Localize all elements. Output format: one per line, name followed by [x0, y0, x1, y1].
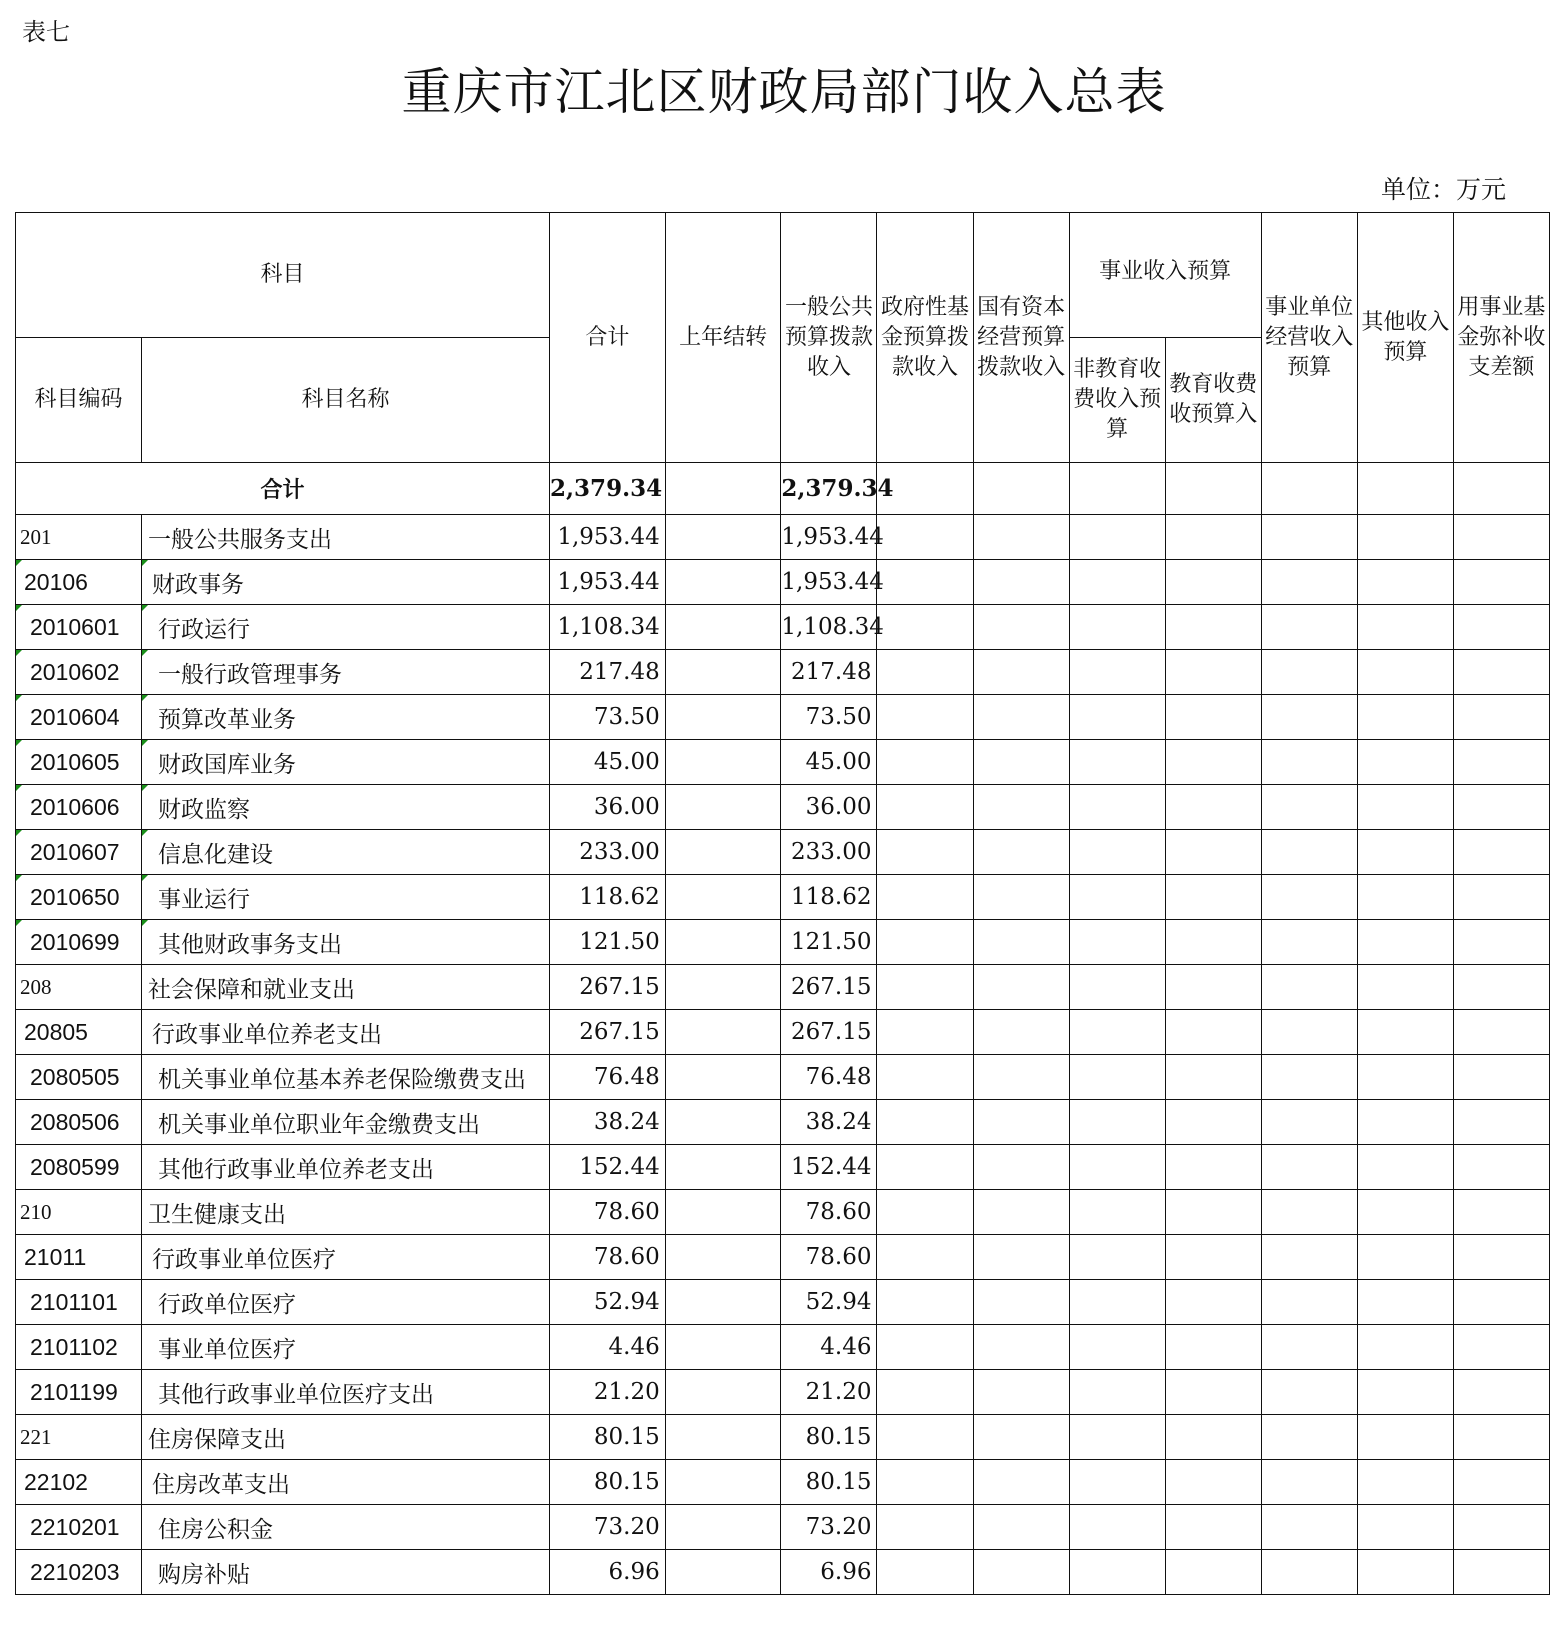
row-name: 其他行政事业单位医疗支出 [142, 1370, 550, 1415]
header-general-budget: 一般公共预算拨款收入 [781, 213, 877, 463]
header-other-income: 其他收入预算 [1357, 213, 1453, 463]
table-row [16, 830, 1550, 875]
row-name: 社会保障和就业支出 [142, 965, 550, 1010]
row-code: 2210201 [16, 1505, 142, 1550]
row-total: 6.96 [550, 1550, 666, 1595]
row-name: 卫生健康支出 [142, 1190, 550, 1235]
row-name: 行政运行 [142, 605, 550, 650]
row-total: 52.94 [550, 1280, 666, 1325]
row-code: 20805 [16, 1010, 142, 1055]
row-name: 机关事业单位职业年金缴费支出 [142, 1100, 550, 1145]
row-name: 住房公积金 [142, 1505, 550, 1550]
row-name: 购房补贴 [142, 1550, 550, 1595]
table-row [16, 920, 1550, 965]
row-name: 住房保障支出 [142, 1415, 550, 1460]
row-total: 36.00 [550, 785, 666, 830]
row-general: 78.60 [781, 1190, 877, 1235]
row-code: 2010606 [16, 785, 142, 830]
row-name: 机关事业单位基本养老保险缴费支出 [142, 1055, 550, 1100]
header-operating-income: 事业单位经营收入预算 [1261, 213, 1357, 463]
header-total: 合计 [550, 213, 666, 463]
table-row [16, 785, 1550, 830]
table-row [16, 740, 1550, 785]
row-code: 2101101 [16, 1280, 142, 1325]
row-general: 36.00 [781, 785, 877, 830]
row-total: 21.20 [550, 1370, 666, 1415]
table-row [16, 965, 1550, 1010]
revenue-table [15, 212, 1550, 1595]
row-code: 208 [16, 965, 142, 1010]
table-row [16, 1145, 1550, 1190]
row-code: 2010605 [16, 740, 142, 785]
row-total: 1,108.34 [550, 605, 666, 650]
header-non-edu-fee: 非教育收费收入预算 [1069, 338, 1165, 463]
header-code: 科目编码 [16, 338, 142, 463]
row-total: 80.15 [550, 1460, 666, 1505]
page-title: 重庆市江北区财政局部门收入总表 [401, 63, 1167, 121]
row-name: 其他行政事业单位养老支出 [142, 1145, 550, 1190]
header-state-capital: 国有资本经营预算拨款收入 [973, 213, 1069, 463]
row-total: 267.15 [550, 1010, 666, 1055]
table-row [16, 560, 1550, 605]
row-code: 2010699 [16, 920, 142, 965]
table-row [16, 1460, 1550, 1505]
row-total: 118.62 [550, 875, 666, 920]
row-general: 267.15 [781, 1010, 877, 1055]
row-general: 233.00 [781, 830, 877, 875]
row-code: 2010607 [16, 830, 142, 875]
row-general: 45.00 [781, 740, 877, 785]
row-total: 38.24 [550, 1100, 666, 1145]
row-general: 267.15 [781, 965, 877, 1010]
row-name: 一般行政管理事务 [142, 650, 550, 695]
table-row [16, 515, 1550, 560]
row-code: 2010602 [16, 650, 142, 695]
table-tag: 表七 [22, 18, 70, 46]
header-edu-fee: 教育收费收预算入 [1165, 338, 1261, 463]
row-code: 2080506 [16, 1100, 142, 1145]
table-row [16, 1055, 1550, 1100]
header-subject: 科目 [16, 213, 550, 338]
row-general: 21.20 [781, 1370, 877, 1415]
header-gov-fund: 政府性基金预算拨款收入 [877, 213, 973, 463]
table-row [16, 605, 1550, 650]
row-code: 210 [16, 1190, 142, 1235]
row-code: 2080599 [16, 1145, 142, 1190]
row-code: 2010601 [16, 605, 142, 650]
row-code: 2101199 [16, 1370, 142, 1415]
row-total: 45.00 [550, 740, 666, 785]
table-row [16, 1235, 1550, 1280]
row-code: 21011 [16, 1235, 142, 1280]
row-name: 预算改革业务 [142, 695, 550, 740]
row-general: 1,108.34 [781, 605, 877, 650]
row-name: 信息化建设 [142, 830, 550, 875]
row-general: 6.96 [781, 1550, 877, 1595]
row-total: 78.60 [550, 1235, 666, 1280]
row-total: 76.48 [550, 1055, 666, 1100]
row-total: 73.50 [550, 695, 666, 740]
row-name: 行政事业单位养老支出 [142, 1010, 550, 1055]
row-code: 2080505 [16, 1055, 142, 1100]
table-row [16, 1190, 1550, 1235]
table-row [16, 1280, 1550, 1325]
row-name: 一般公共服务支出 [142, 515, 550, 560]
row-general: 217.48 [781, 650, 877, 695]
row-general: 80.15 [781, 1460, 877, 1505]
total-row [16, 463, 1550, 515]
row-general: 121.50 [781, 920, 877, 965]
row-code: 2010650 [16, 875, 142, 920]
row-total: 1,953.44 [550, 515, 666, 560]
row-general: 118.62 [781, 875, 877, 920]
row-name: 其他财政事务支出 [142, 920, 550, 965]
table-row [16, 1010, 1550, 1055]
row-name: 住房改革支出 [142, 1460, 550, 1505]
row-general: 52.94 [781, 1280, 877, 1325]
row-total: 267.15 [550, 965, 666, 1010]
table-row [16, 1550, 1550, 1595]
row-name: 行政事业单位医疗 [142, 1235, 550, 1280]
table-row [16, 1370, 1550, 1415]
row-name: 行政单位医疗 [142, 1280, 550, 1325]
row-general: 73.20 [781, 1505, 877, 1550]
row-total: 233.00 [550, 830, 666, 875]
total-label: 合计 [16, 463, 550, 515]
unit-label: 单位：万元 [1380, 175, 1506, 204]
row-name: 事业单位医疗 [142, 1325, 550, 1370]
row-name: 财政事务 [142, 560, 550, 605]
row-total: 217.48 [550, 650, 666, 695]
row-code: 221 [16, 1415, 142, 1460]
row-general: 76.48 [781, 1055, 877, 1100]
total-general-value: 2,379.34 [781, 463, 877, 515]
table-row [16, 1505, 1550, 1550]
row-total: 152.44 [550, 1145, 666, 1190]
row-total: 80.15 [550, 1415, 666, 1460]
row-code: 2210203 [16, 1550, 142, 1595]
row-total: 121.50 [550, 920, 666, 965]
row-total: 1,953.44 [550, 560, 666, 605]
row-code: 20106 [16, 560, 142, 605]
row-general: 4.46 [781, 1325, 877, 1370]
row-general: 78.60 [781, 1235, 877, 1280]
row-total: 78.60 [550, 1190, 666, 1235]
row-total: 73.20 [550, 1505, 666, 1550]
row-general: 73.50 [781, 695, 877, 740]
header-carryover: 上年结转 [665, 213, 781, 463]
header-career-fund: 用事业基金弥补收支差额 [1453, 213, 1549, 463]
total-value: 2,379.34 [550, 463, 666, 515]
row-code: 2101102 [16, 1325, 142, 1370]
row-total: 4.46 [550, 1325, 666, 1370]
header-name: 科目名称 [142, 338, 550, 463]
row-code: 201 [16, 515, 142, 560]
row-general: 152.44 [781, 1145, 877, 1190]
row-general: 1,953.44 [781, 560, 877, 605]
table-row [16, 875, 1550, 920]
table-row [16, 695, 1550, 740]
row-general: 1,953.44 [781, 515, 877, 560]
row-name: 财政监察 [142, 785, 550, 830]
row-code: 22102 [16, 1460, 142, 1505]
table-row [16, 1100, 1550, 1145]
header-career-income: 事业收入预算 [1069, 213, 1261, 338]
row-general: 38.24 [781, 1100, 877, 1145]
row-name: 财政国库业务 [142, 740, 550, 785]
table-row [16, 650, 1550, 695]
row-name: 事业运行 [142, 875, 550, 920]
table-row [16, 1415, 1550, 1460]
row-general: 80.15 [781, 1415, 877, 1460]
table-row [16, 1325, 1550, 1370]
row-code: 2010604 [16, 695, 142, 740]
